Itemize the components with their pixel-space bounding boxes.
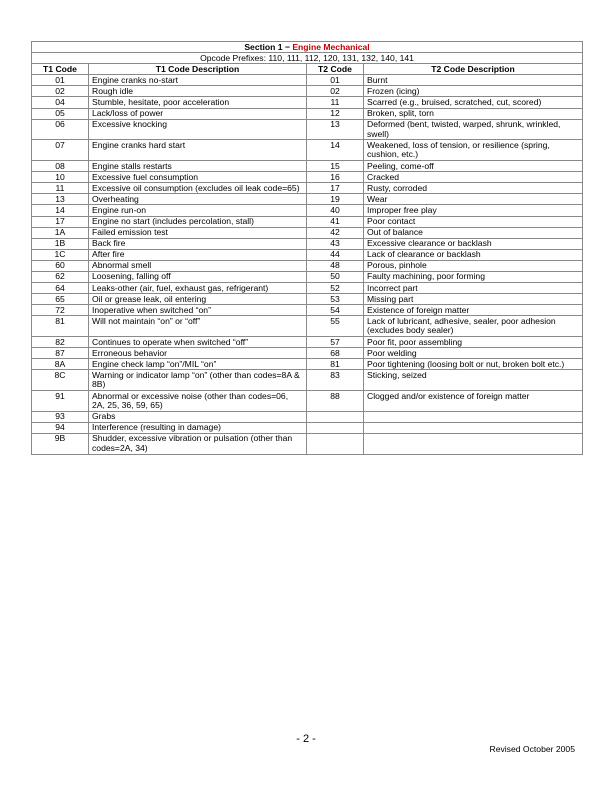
opcode-prefixes-row bbox=[32, 53, 583, 64]
t2-code-cell: 44 bbox=[307, 249, 364, 260]
table-row bbox=[32, 238, 583, 249]
page-number: - 2 - bbox=[296, 733, 316, 745]
t2-desc-cell: Scarred (e.g., bruised, scratched, cut, scored) bbox=[364, 97, 583, 108]
table-row bbox=[32, 433, 583, 454]
t2-code-cell: 01 bbox=[307, 75, 364, 86]
t1-desc-cell: Engine no start (includes percolation, stall) bbox=[89, 216, 307, 227]
t1-code-cell: 14 bbox=[32, 205, 89, 216]
t1-code-cell: 9B bbox=[32, 433, 89, 454]
t2-desc-cell: Clogged and/or existence of foreign matter bbox=[364, 391, 583, 412]
opcode-table bbox=[31, 41, 583, 455]
t1-code-cell: 72 bbox=[32, 305, 89, 316]
col-header-t2-desc: T2 Code Description bbox=[364, 64, 583, 75]
t1-code-cell: 81 bbox=[32, 316, 89, 337]
table-row bbox=[32, 194, 583, 205]
t1-code-cell: 62 bbox=[32, 271, 89, 282]
t2-code-cell: 11 bbox=[307, 97, 364, 108]
t2-desc-cell: Porous, pinhole bbox=[364, 260, 583, 271]
t2-code-cell bbox=[307, 433, 364, 454]
table-row bbox=[32, 370, 583, 391]
t2-desc-cell: Out of balance bbox=[364, 227, 583, 238]
t1-desc-cell: Erroneous behavior bbox=[89, 348, 307, 359]
t2-code-cell: 15 bbox=[307, 161, 364, 172]
t1-desc-cell: Grabs bbox=[89, 411, 307, 422]
t2-desc-cell: Poor tightening (loosing bolt or nut, broken bolt etc.) bbox=[364, 359, 583, 370]
t1-desc-cell: Overheating bbox=[89, 194, 307, 205]
t1-desc-cell: Lack/loss of power bbox=[89, 108, 307, 119]
t1-desc-cell: Oil or grease leak, oil entering bbox=[89, 294, 307, 305]
t2-desc-cell: Broken, split, torn bbox=[364, 108, 583, 119]
t2-code-cell: 53 bbox=[307, 294, 364, 305]
table-row bbox=[32, 86, 583, 97]
t1-code-cell: 1B bbox=[32, 238, 89, 249]
t1-code-cell: 64 bbox=[32, 283, 89, 294]
table-row bbox=[32, 422, 583, 433]
t1-desc-cell: Inoperative when switched “on” bbox=[89, 305, 307, 316]
t1-desc-cell: Abnormal smell bbox=[89, 260, 307, 271]
t1-code-cell: 60 bbox=[32, 260, 89, 271]
t1-code-cell: 94 bbox=[32, 422, 89, 433]
t2-code-cell: 43 bbox=[307, 238, 364, 249]
t2-code-cell: 48 bbox=[307, 260, 364, 271]
column-header-row bbox=[32, 64, 583, 75]
table-row bbox=[32, 359, 583, 370]
table-row bbox=[32, 140, 583, 161]
table-row bbox=[32, 161, 583, 172]
table-row bbox=[32, 119, 583, 140]
t2-desc-cell bbox=[364, 422, 583, 433]
t2-code-cell: 19 bbox=[307, 194, 364, 205]
t2-desc-cell: Incorrect part bbox=[364, 283, 583, 294]
table-row bbox=[32, 183, 583, 194]
col-header-t2-code: T2 Code bbox=[307, 64, 364, 75]
table-row bbox=[32, 411, 583, 422]
table-row bbox=[32, 391, 583, 412]
col-header-t1-code: T1 Code bbox=[32, 64, 89, 75]
t2-desc-cell: Deformed (bent, twisted, warped, shrunk, wrinkled, swell) bbox=[364, 119, 583, 140]
t2-code-cell bbox=[307, 422, 364, 433]
t1-code-cell: 8A bbox=[32, 359, 89, 370]
t2-code-cell: 12 bbox=[307, 108, 364, 119]
t1-desc-cell: Back fire bbox=[89, 238, 307, 249]
t2-code-cell: 50 bbox=[307, 271, 364, 282]
t2-desc-cell: Cracked bbox=[364, 172, 583, 183]
table-row bbox=[32, 216, 583, 227]
t2-desc-cell: Weakened, loss of tension, or resilience (spring, cushion, etc.) bbox=[364, 140, 583, 161]
t2-code-cell: 42 bbox=[307, 227, 364, 238]
t1-code-cell: 10 bbox=[32, 172, 89, 183]
t2-code-cell: 81 bbox=[307, 359, 364, 370]
table-row bbox=[32, 172, 583, 183]
t1-desc-cell: Engine run-on bbox=[89, 205, 307, 216]
t2-code-cell: 52 bbox=[307, 283, 364, 294]
table-row bbox=[32, 348, 583, 359]
table-row bbox=[32, 337, 583, 348]
table-row bbox=[32, 271, 583, 282]
t2-desc-cell: Lack of lubricant, adhesive, sealer, poor adhesion (excludes body sealer) bbox=[364, 316, 583, 337]
section-title bbox=[32, 42, 583, 53]
t2-code-cell: 41 bbox=[307, 216, 364, 227]
t2-code-cell: 55 bbox=[307, 316, 364, 337]
section-label: Section 1 − bbox=[244, 41, 290, 52]
t1-code-cell: 06 bbox=[32, 119, 89, 140]
t1-desc-cell: Engine cranks hard start bbox=[89, 140, 307, 161]
t1-code-cell: 02 bbox=[32, 86, 89, 97]
table-row bbox=[32, 316, 583, 337]
t1-code-cell: 65 bbox=[32, 294, 89, 305]
t1-desc-cell: Engine stalls restarts bbox=[89, 161, 307, 172]
t2-desc-cell: Sticking, seized bbox=[364, 370, 583, 391]
t1-code-cell: 11 bbox=[32, 183, 89, 194]
t2-desc-cell: Peeling, come-off bbox=[364, 161, 583, 172]
t2-code-cell: 40 bbox=[307, 205, 364, 216]
section-name: Engine Mechanical bbox=[292, 41, 370, 52]
t1-desc-cell: After fire bbox=[89, 249, 307, 260]
t1-desc-cell: Excessive oil consumption (excludes oil leak code=65) bbox=[89, 183, 307, 194]
table-row bbox=[32, 227, 583, 238]
table-row bbox=[32, 260, 583, 271]
t2-desc-cell: Lack of clearance or backlash bbox=[364, 249, 583, 260]
t1-code-cell: 04 bbox=[32, 97, 89, 108]
section-title-row bbox=[32, 42, 583, 53]
table-row bbox=[32, 283, 583, 294]
t1-code-cell: 8C bbox=[32, 370, 89, 391]
table-body bbox=[32, 75, 583, 454]
t2-code-cell: 02 bbox=[307, 86, 364, 97]
t2-code-cell: 16 bbox=[307, 172, 364, 183]
revised-date: Revised October 2005 bbox=[489, 744, 575, 754]
t2-code-cell: 68 bbox=[307, 348, 364, 359]
t2-desc-cell: Existence of foreign matter bbox=[364, 305, 583, 316]
t1-code-cell: 17 bbox=[32, 216, 89, 227]
t2-code-cell: 14 bbox=[307, 140, 364, 161]
t1-code-cell: 82 bbox=[32, 337, 89, 348]
t2-code-cell: 54 bbox=[307, 305, 364, 316]
t1-desc-cell: Continues to operate when switched “off” bbox=[89, 337, 307, 348]
t1-code-cell: 01 bbox=[32, 75, 89, 86]
t2-desc-cell: Rusty, corroded bbox=[364, 183, 583, 194]
t2-desc-cell bbox=[364, 411, 583, 422]
table-row bbox=[32, 205, 583, 216]
t2-desc-cell: Wear bbox=[364, 194, 583, 205]
t2-desc-cell: Excessive clearance or backlash bbox=[364, 238, 583, 249]
t1-desc-cell: Interference (resulting in damage) bbox=[89, 422, 307, 433]
t1-desc-cell: Engine cranks no-start bbox=[89, 75, 307, 86]
t2-desc-cell: Poor welding bbox=[364, 348, 583, 359]
col-header-t1-desc: T1 Code Description bbox=[89, 64, 307, 75]
t1-desc-cell: Rough idle bbox=[89, 86, 307, 97]
t1-desc-cell: Failed emission test bbox=[89, 227, 307, 238]
t2-desc-cell: Poor fit, poor assembling bbox=[364, 337, 583, 348]
table-row bbox=[32, 108, 583, 119]
t1-code-cell: 1C bbox=[32, 249, 89, 260]
t1-desc-cell: Abnormal or excessive noise (other than codes=06, 2A, 25, 36, 59, 65) bbox=[89, 391, 307, 412]
t2-code-cell: 88 bbox=[307, 391, 364, 412]
table-row bbox=[32, 75, 583, 86]
t1-desc-cell: Excessive fuel consumption bbox=[89, 172, 307, 183]
t1-code-cell: 13 bbox=[32, 194, 89, 205]
opcode-prefixes: Opcode Prefixes: 110, 111, 112, 120, 131, 132, 140, 141 bbox=[32, 53, 583, 64]
t2-desc-cell bbox=[364, 433, 583, 454]
t1-desc-cell: Will not maintain “on” or “off” bbox=[89, 316, 307, 337]
t1-desc-cell: Warning or indicator lamp “on” (other than codes=8A & 8B) bbox=[89, 370, 307, 391]
t1-desc-cell: Loosening, falling off bbox=[89, 271, 307, 282]
table-row bbox=[32, 97, 583, 108]
t2-code-cell: 83 bbox=[307, 370, 364, 391]
t1-desc-cell: Shudder, excessive vibration or pulsation (other than codes=2A, 34) bbox=[89, 433, 307, 454]
t2-desc-cell: Faulty machining, poor forming bbox=[364, 271, 583, 282]
table-row bbox=[32, 305, 583, 316]
t1-code-cell: 91 bbox=[32, 391, 89, 412]
t2-desc-cell: Frozen (icing) bbox=[364, 86, 583, 97]
t1-code-cell: 05 bbox=[32, 108, 89, 119]
t1-desc-cell: Stumble, hesitate, poor acceleration bbox=[89, 97, 307, 108]
t2-desc-cell: Burnt bbox=[364, 75, 583, 86]
t1-code-cell: 07 bbox=[32, 140, 89, 161]
t1-code-cell: 08 bbox=[32, 161, 89, 172]
t2-desc-cell: Improper free play bbox=[364, 205, 583, 216]
t1-desc-cell: Leaks-other (air, fuel, exhaust gas, refrigerant) bbox=[89, 283, 307, 294]
t1-code-cell: 1A bbox=[32, 227, 89, 238]
t2-code-cell bbox=[307, 411, 364, 422]
t2-code-cell: 13 bbox=[307, 119, 364, 140]
t2-desc-cell: Poor contact bbox=[364, 216, 583, 227]
table-row bbox=[32, 249, 583, 260]
table-row bbox=[32, 294, 583, 305]
t1-code-cell: 87 bbox=[32, 348, 89, 359]
t2-desc-cell: Missing part bbox=[364, 294, 583, 305]
t1-desc-cell: Engine check lamp “on”/MIL “on” bbox=[89, 359, 307, 370]
t1-desc-cell: Excessive knocking bbox=[89, 119, 307, 140]
t2-code-cell: 57 bbox=[307, 337, 364, 348]
t1-code-cell: 93 bbox=[32, 411, 89, 422]
t2-code-cell: 17 bbox=[307, 183, 364, 194]
